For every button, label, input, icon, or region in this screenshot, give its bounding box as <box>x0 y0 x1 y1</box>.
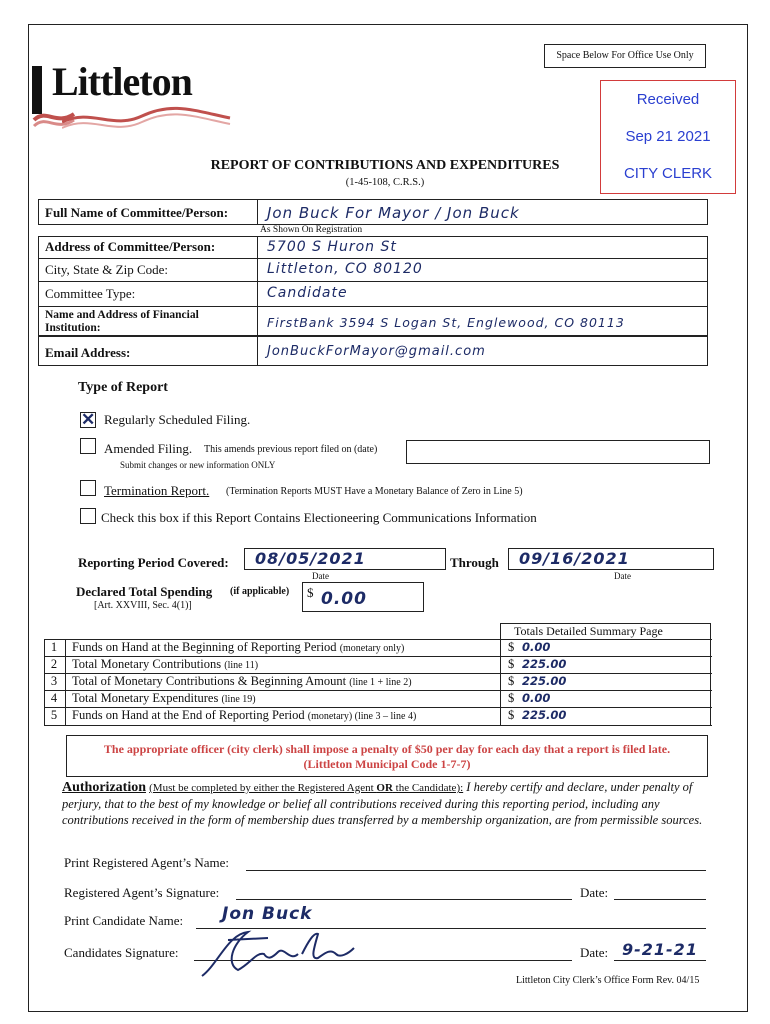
financial-label-2: Institution: <box>45 322 101 334</box>
amended-note: This amends previous report filed on (date) <box>204 444 378 455</box>
amended-filing-checkbox[interactable] <box>80 438 96 454</box>
period-to-date-label: Date <box>614 571 631 581</box>
form-footer: Littleton City Clerk’s Office Form Rev. 04/15 <box>516 975 700 986</box>
stamp-date: Sep 21 2021 <box>625 128 711 145</box>
stamp-city-clerk: CITY CLERK <box>623 165 713 182</box>
email-value[interactable]: JonBuckForMayor@gmail.com <box>267 344 486 359</box>
summary-amount-4[interactable]: 0.00 <box>522 691 551 705</box>
office-use-box: Space Below For Office Use Only <box>544 44 706 68</box>
candidate-date-value: 9-21-21 <box>622 940 698 959</box>
penalty-line-2: (Littleton Municipal Code 1-7-7) <box>303 757 471 771</box>
penalty-line-1: The appropriate officer (city clerk) shall impose a penalty of $50 per day for each day that a report is filed late. <box>103 742 671 756</box>
address-value[interactable]: 5700 S Huron St <box>267 239 397 255</box>
candidate-date-label: Date: <box>580 945 609 960</box>
page-title: REPORT OF CONTRIBUTIONS AND EXPENDITURES <box>210 158 560 173</box>
summary-amount-2[interactable]: 225.00 <box>522 657 567 671</box>
electioneering-checkbox[interactable] <box>80 508 96 524</box>
city-label: City, State & Zip Code: <box>45 262 169 277</box>
candidate-signature-icon <box>198 924 368 984</box>
summary-row-5: 5 Funds on Hand at the End of Reporting Period (monetary) (line 3 – line 4) $ 225.00 <box>44 707 712 726</box>
electioneering-label: Check this box if this Report Contains Electioneering Communications Information <box>101 510 537 525</box>
agent-signature-label: Registered Agent’s Signature: <box>64 885 220 900</box>
candidate-name-value: Jon Buck <box>222 904 313 924</box>
amended-sub-note: Submit changes or new information ONLY <box>120 460 276 470</box>
period-to-field[interactable]: 09/16/2021 <box>508 548 714 570</box>
authorization-text: I hereby certify and declare, under penalty of perjury, that to the best of my knowledge or belief all contributions received during this reporting period, including any contributions received in the form of membership dues transferred by a membership organization, are from permissible sources. <box>62 780 703 827</box>
agent-name-label: Print Registered Agent’s Name: <box>64 855 230 870</box>
page-subtitle: (1-45-108, C.R.S.) <box>345 177 425 188</box>
financial-value[interactable]: FirstBank 3594 S Logan St, Englewood, CO 80113 <box>267 315 625 330</box>
through-label: Through <box>450 555 499 570</box>
agent-date-field[interactable] <box>614 899 706 900</box>
period-from-field[interactable]: 08/05/2021 <box>244 548 446 570</box>
full-name-note: As Shown On Registration <box>260 225 363 235</box>
regular-filing-label: Regularly Scheduled Filing. <box>104 412 251 427</box>
logo-text: Littleton <box>52 59 192 104</box>
regular-filing-checkbox[interactable]: ✕ <box>81 410 96 429</box>
stamp-received: Received <box>636 91 700 108</box>
full-name-value[interactable]: Jon Buck For Mayor / Jon Buck <box>267 204 520 222</box>
full-name-row <box>38 199 708 225</box>
spending-article: [Art. XXVIII, Sec. 4(1)] <box>94 600 192 611</box>
full-name-label: Full Name of Committee/Person: <box>45 205 229 220</box>
summary-row-4: 4 Total Monetary Expenditures (line 19) $ 0.00 <box>44 690 712 708</box>
committee-type-label: Committee Type: <box>45 286 136 301</box>
summary-amount-1[interactable]: 0.00 <box>522 640 551 654</box>
address-block <box>38 236 708 336</box>
spending-currency: $ <box>307 585 314 600</box>
logo-swoosh-icon <box>62 104 232 134</box>
summary-amount-3[interactable]: 225.00 <box>522 674 567 688</box>
authorization-instruction: (Must be completed by either the Registered Agent OR the Candidate): <box>149 782 464 794</box>
agent-name-field[interactable] <box>246 870 706 871</box>
authorization-heading: Authorization <box>62 780 146 795</box>
spending-label: Declared Total Spending <box>76 584 213 599</box>
termination-note: (Termination Reports MUST Have a Monetary Balance of Zero in Line 5) <box>226 486 523 497</box>
report-type-heading: Type of Report <box>78 380 168 395</box>
candidate-date-field[interactable] <box>614 960 706 961</box>
amended-filing-label: Amended Filing. <box>104 441 193 456</box>
spending-value: 0.00 <box>321 589 367 609</box>
spending-field[interactable] <box>302 582 424 612</box>
authorization-block <box>62 779 712 828</box>
summary-header: Totals Detailed Summary Page <box>514 624 663 638</box>
candidate-signature-label: Candidates Signature: <box>64 945 179 960</box>
termination-label: Termination Report. <box>104 483 210 498</box>
spending-applicable: (if applicable) <box>230 586 290 597</box>
summary-row-3: 3 Total of Monetary Contributions & Beginning Amount (line 1 + line 2) $ 225.00 <box>44 673 712 691</box>
email-row <box>38 336 708 366</box>
period-label: Reporting Period Covered: <box>78 555 229 570</box>
summary-row-1: 1 Funds on Hand at the Beginning of Reporting Period (monetary only) $ 0.00 <box>44 639 712 657</box>
period-from-date-label: Date <box>312 571 329 581</box>
address-label: Address of Committee/Person: <box>45 239 216 254</box>
candidate-name-label: Print Candidate Name: <box>64 913 184 928</box>
financial-label-1: Name and Address of Financial <box>45 309 199 321</box>
summary-amount-5[interactable]: 225.00 <box>522 708 567 722</box>
committee-type-value[interactable]: Candidate <box>267 285 348 301</box>
email-label: Email Address: <box>45 345 131 360</box>
amended-date-field[interactable] <box>406 440 710 464</box>
penalty-notice <box>66 735 708 777</box>
agent-signature-field[interactable] <box>236 899 572 900</box>
termination-checkbox[interactable] <box>80 480 96 496</box>
city-value[interactable]: Littleton, CO 80120 <box>267 261 423 277</box>
summary-row-2: 2 Total Monetary Contributions (line 11) $ 225.00 <box>44 656 712 674</box>
agent-date-label: Date: <box>580 885 609 900</box>
